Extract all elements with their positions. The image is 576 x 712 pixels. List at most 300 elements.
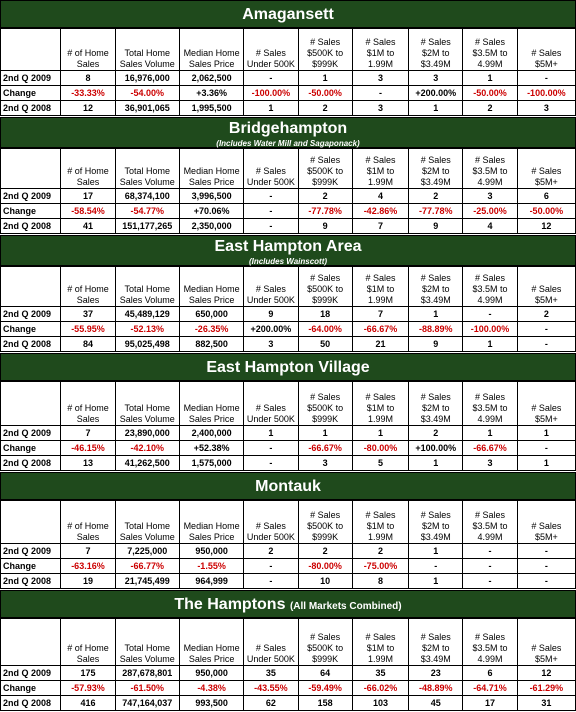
table-cell: -77.78% <box>409 204 463 219</box>
column-header-line: Sales Volume <box>119 177 175 187</box>
table-cell: 8 <box>352 574 408 589</box>
column-header <box>61 149 115 189</box>
table-cell: 3 <box>463 189 517 204</box>
market-section <box>0 353 576 471</box>
table-cell: -66.02% <box>352 681 408 696</box>
column-header-line: $1M to <box>366 643 395 653</box>
column-header-line: 1.99M <box>367 532 393 542</box>
column-header <box>244 149 298 189</box>
column-header <box>352 501 408 544</box>
table-cell: 50 <box>298 337 352 352</box>
row-label: 2nd Q 2008 <box>1 337 61 352</box>
column-header-line: # Sales <box>420 37 451 47</box>
table-cell: 3 <box>244 337 298 352</box>
column-header-line: # Sales <box>365 632 396 642</box>
column-header <box>298 267 352 307</box>
column-header-line: $5M+ <box>534 177 558 187</box>
table-cell: 9 <box>298 219 352 234</box>
table-cell: 1 <box>409 456 463 471</box>
table-cell: 23,890,000 <box>115 426 179 441</box>
column-header-line: 4.99M <box>477 177 503 187</box>
column-header-line: Sales <box>76 295 100 305</box>
column-header-row <box>1 619 576 666</box>
table-cell: 7,225,000 <box>115 544 179 559</box>
table-cell: -52.13% <box>115 322 179 337</box>
table-cell: 13 <box>61 456 115 471</box>
table-cell: 9 <box>409 337 463 352</box>
sales-table <box>0 381 576 471</box>
table-cell: 35 <box>352 666 408 681</box>
table-cell: 7 <box>352 307 408 322</box>
table-cell: 1 <box>517 456 575 471</box>
table-cell: 2 <box>244 544 298 559</box>
column-header <box>352 29 408 71</box>
section-header <box>0 0 576 28</box>
column-header-line: Sales <box>76 177 100 187</box>
row-label: 2nd Q 2009 <box>1 71 61 86</box>
column-header-line: $999K <box>312 59 339 69</box>
column-header-line: 1.99M <box>367 59 393 69</box>
row-2008 <box>1 337 576 352</box>
table-cell: 8 <box>61 71 115 86</box>
column-header-line: $500K to <box>307 403 344 413</box>
column-header <box>61 382 115 426</box>
table-cell: -80.00% <box>298 559 352 574</box>
column-header <box>115 149 179 189</box>
section-title-text: Montauk <box>255 478 321 495</box>
column-header <box>244 29 298 71</box>
table-cell: 31 <box>517 696 575 711</box>
table-cell: 12 <box>517 666 575 681</box>
column-header-line: Sales <box>76 532 100 542</box>
table-cell: 9 <box>244 307 298 322</box>
column-header-line: # Sales <box>365 155 396 165</box>
table-cell: 747,164,037 <box>115 696 179 711</box>
column-header-line: # of Home <box>67 521 109 531</box>
column-header-line: 4.99M <box>477 414 503 424</box>
table-cell: 2 <box>298 544 352 559</box>
table-cell: 175 <box>61 666 115 681</box>
column-header-row <box>1 382 576 426</box>
table-cell: 2,350,000 <box>179 219 243 234</box>
column-header <box>352 267 408 307</box>
section-title-suffix: (All Markets Combined) <box>289 601 402 612</box>
table-cell: -50.00% <box>463 86 517 101</box>
table-cell: -64.71% <box>463 681 517 696</box>
table-cell: - <box>244 559 298 574</box>
row-label: 2nd Q 2008 <box>1 574 61 589</box>
column-header-line: Sales Price <box>188 59 235 69</box>
table-cell: 1,995,500 <box>179 101 243 116</box>
table-cell: - <box>463 307 517 322</box>
table-cell: 1 <box>244 101 298 116</box>
corner-cell <box>1 501 61 544</box>
section-header <box>0 235 576 266</box>
column-header-line: $3.5M to <box>472 521 508 531</box>
table-cell: 4 <box>352 189 408 204</box>
row-2008 <box>1 219 576 234</box>
table-cell: -54.77% <box>115 204 179 219</box>
column-header-line: $500K to <box>307 166 344 176</box>
section-title-text: The Hamptons <box>174 596 286 613</box>
table-cell: -75.00% <box>352 559 408 574</box>
table-cell: 7 <box>352 219 408 234</box>
column-header-line: $999K <box>312 295 339 305</box>
table-cell: - <box>463 544 517 559</box>
column-header-line: # Sales <box>420 392 451 402</box>
column-header <box>244 267 298 307</box>
market-section <box>0 117 576 234</box>
table-cell: -42.10% <box>115 441 179 456</box>
column-header-line: # Sales <box>531 166 562 176</box>
table-cell: 62 <box>244 696 298 711</box>
column-header-line: # Sales <box>420 510 451 520</box>
column-header-line: Median Home <box>183 48 240 58</box>
table-cell: -80.00% <box>352 441 408 456</box>
table-cell: 2 <box>517 307 575 322</box>
table-cell: 2 <box>352 544 408 559</box>
column-header-line: Under 500K <box>246 654 295 664</box>
table-cell: +200.00% <box>409 86 463 101</box>
market-section <box>0 235 576 352</box>
column-header <box>298 29 352 71</box>
row-2008 <box>1 696 576 711</box>
sales-table <box>0 28 576 116</box>
table-cell: 45 <box>409 696 463 711</box>
table-cell: -100.00% <box>244 86 298 101</box>
column-header-line: Under 500K <box>246 532 295 542</box>
column-header <box>463 267 517 307</box>
row-label: 2nd Q 2009 <box>1 307 61 322</box>
section-title-text: East Hampton Area <box>214 238 362 255</box>
column-header-line: Sales Price <box>188 532 235 542</box>
table-cell: 1 <box>409 101 463 116</box>
table-cell: - <box>352 86 408 101</box>
column-header-line: $2M to <box>421 48 450 58</box>
section-title-text: Amagansett <box>242 6 334 23</box>
table-cell: +3.36% <box>179 86 243 101</box>
table-cell: 12 <box>61 101 115 116</box>
market-section <box>0 0 576 116</box>
table-cell: 10 <box>298 574 352 589</box>
table-cell: 650,000 <box>179 307 243 322</box>
column-header-line: # Sales <box>365 392 396 402</box>
table-cell: 1 <box>409 307 463 322</box>
column-header <box>298 619 352 666</box>
column-header <box>409 501 463 544</box>
row-2009 <box>1 666 576 681</box>
row-label: 2nd Q 2009 <box>1 426 61 441</box>
table-cell: 5 <box>352 456 408 471</box>
row-2009 <box>1 189 576 204</box>
table-cell: 882,500 <box>179 337 243 352</box>
column-header-line: # Sales <box>475 37 506 47</box>
column-header-line: $3.5M to <box>472 284 508 294</box>
table-cell: -26.35% <box>179 322 243 337</box>
section-subtitle: (Includes Wainscott) <box>248 257 328 266</box>
column-header-row <box>1 29 576 71</box>
table-cell: -58.54% <box>61 204 115 219</box>
column-header-line: # Sales <box>255 403 286 413</box>
column-header-line: # Sales <box>420 155 451 165</box>
row-change <box>1 204 576 219</box>
row-change <box>1 441 576 456</box>
table-cell: 2 <box>298 101 352 116</box>
column-header-line: $3.49M <box>420 654 451 664</box>
column-header-line: $500K to <box>307 48 344 58</box>
market-section <box>0 472 576 589</box>
row-2009 <box>1 307 576 322</box>
table-cell: -25.00% <box>463 204 517 219</box>
table-cell: - <box>463 559 517 574</box>
table-cell: +52.38% <box>179 441 243 456</box>
table-cell: 17 <box>463 696 517 711</box>
column-header-line: # Sales <box>531 643 562 653</box>
sales-table <box>0 500 576 589</box>
table-cell: 3,996,500 <box>179 189 243 204</box>
column-header-line: $1M to <box>366 48 395 58</box>
column-header <box>244 619 298 666</box>
column-header-line: Under 500K <box>246 414 295 424</box>
table-cell: 9 <box>409 219 463 234</box>
section-title <box>1 477 575 497</box>
table-cell: 3 <box>463 456 517 471</box>
table-cell: - <box>463 574 517 589</box>
column-header-line: 4.99M <box>477 295 503 305</box>
column-header-line: # Sales <box>310 632 341 642</box>
column-header-line: Under 500K <box>246 59 295 69</box>
column-header <box>409 619 463 666</box>
table-cell: 1 <box>298 71 352 86</box>
column-header <box>115 619 179 666</box>
column-header-line: $5M+ <box>534 654 558 664</box>
column-header <box>352 149 408 189</box>
sales-table <box>0 618 576 711</box>
table-cell: 1 <box>352 426 408 441</box>
column-header-line: $3.5M to <box>472 166 508 176</box>
row-label: Change <box>1 86 61 101</box>
table-cell: 35 <box>244 666 298 681</box>
column-header <box>409 267 463 307</box>
section-title <box>1 119 575 139</box>
column-header-line: # Sales <box>310 392 341 402</box>
table-cell: - <box>244 219 298 234</box>
column-header-line: Total Home <box>124 284 171 294</box>
column-header-line: Under 500K <box>246 177 295 187</box>
table-cell: - <box>244 204 298 219</box>
table-cell: 1 <box>298 426 352 441</box>
column-header-line: # Sales <box>475 392 506 402</box>
row-change <box>1 86 576 101</box>
table-cell: -64.00% <box>298 322 352 337</box>
column-header-line: Sales <box>76 414 100 424</box>
table-cell: 3 <box>352 71 408 86</box>
table-cell: - <box>244 189 298 204</box>
column-header <box>115 501 179 544</box>
table-cell: 950,000 <box>179 666 243 681</box>
column-header-line: # of Home <box>67 643 109 653</box>
table-cell: 1,575,000 <box>179 456 243 471</box>
table-cell: 21 <box>352 337 408 352</box>
table-cell: 287,678,801 <box>115 666 179 681</box>
table-cell: -57.93% <box>61 681 115 696</box>
column-header-line: Median Home <box>183 521 240 531</box>
row-2009 <box>1 426 576 441</box>
column-header-line: 4.99M <box>477 654 503 664</box>
column-header <box>298 149 352 189</box>
row-change <box>1 681 576 696</box>
column-header <box>179 149 243 189</box>
column-header-line: $500K to <box>307 643 344 653</box>
column-header <box>244 501 298 544</box>
column-header <box>179 382 243 426</box>
column-header-line: Median Home <box>183 166 240 176</box>
corner-cell <box>1 619 61 666</box>
row-label: 2nd Q 2008 <box>1 696 61 711</box>
row-label: Change <box>1 204 61 219</box>
section-title <box>1 237 575 257</box>
section-title <box>1 595 575 617</box>
column-header-line: 4.99M <box>477 532 503 542</box>
section-title <box>1 5 575 25</box>
column-header <box>179 501 243 544</box>
table-cell: - <box>244 574 298 589</box>
market-section <box>0 590 576 711</box>
column-header-line: # of Home <box>67 166 109 176</box>
table-cell: 6 <box>517 189 575 204</box>
table-cell: -42.86% <box>352 204 408 219</box>
sales-table <box>0 266 576 352</box>
column-header-line: # of Home <box>67 48 109 58</box>
table-cell: 1 <box>244 426 298 441</box>
column-header <box>517 267 575 307</box>
column-header <box>115 267 179 307</box>
column-header-line: # Sales <box>420 632 451 642</box>
table-cell: +70.06% <box>179 204 243 219</box>
table-cell: -66.67% <box>352 322 408 337</box>
table-cell: 23 <box>409 666 463 681</box>
column-header-row <box>1 501 576 544</box>
column-header <box>352 619 408 666</box>
table-cell: 950,000 <box>179 544 243 559</box>
column-header-line: $5M+ <box>534 532 558 542</box>
row-label: 2nd Q 2008 <box>1 219 61 234</box>
column-header-line: # Sales <box>310 155 341 165</box>
table-cell: - <box>244 441 298 456</box>
row-label: 2nd Q 2009 <box>1 666 61 681</box>
row-label: 2nd Q 2009 <box>1 189 61 204</box>
column-header-line: # Sales <box>310 273 341 283</box>
table-cell: 158 <box>298 696 352 711</box>
column-header-line: Sales Volume <box>119 532 175 542</box>
table-cell: 41 <box>61 219 115 234</box>
column-header-line: $2M to <box>421 521 450 531</box>
column-header-line: # Sales <box>531 521 562 531</box>
table-cell: -66.67% <box>463 441 517 456</box>
table-cell: 45,489,129 <box>115 307 179 322</box>
column-header-line: Sales Price <box>188 295 235 305</box>
table-cell: -100.00% <box>517 86 575 101</box>
column-header <box>61 619 115 666</box>
column-header-line: $500K to <box>307 521 344 531</box>
table-cell: -54.00% <box>115 86 179 101</box>
column-header-line: $1M to <box>366 521 395 531</box>
column-header-line: # Sales <box>310 510 341 520</box>
column-header-line: $1M to <box>366 284 395 294</box>
table-cell: -77.78% <box>298 204 352 219</box>
table-cell: 3 <box>352 101 408 116</box>
table-cell: +200.00% <box>244 322 298 337</box>
table-cell: -66.67% <box>298 441 352 456</box>
corner-cell <box>1 382 61 426</box>
row-change <box>1 322 576 337</box>
column-header-line: $3.49M <box>420 59 451 69</box>
column-header-line: Sales Volume <box>119 654 175 664</box>
section-title <box>1 358 575 378</box>
row-label: Change <box>1 559 61 574</box>
table-cell: 2,400,000 <box>179 426 243 441</box>
column-header-line: 1.99M <box>367 654 393 664</box>
section-header <box>0 472 576 500</box>
table-cell: 37 <box>61 307 115 322</box>
column-header-line: # Sales <box>255 166 286 176</box>
column-header <box>463 382 517 426</box>
column-header <box>179 267 243 307</box>
table-cell: 12 <box>517 219 575 234</box>
table-cell: 993,500 <box>179 696 243 711</box>
table-cell: - <box>244 456 298 471</box>
column-header-line: # Sales <box>475 632 506 642</box>
table-cell: 3 <box>517 101 575 116</box>
table-cell: 2 <box>409 189 463 204</box>
section-header <box>0 117 576 148</box>
row-label: Change <box>1 441 61 456</box>
table-cell: - <box>517 71 575 86</box>
column-header-line: Median Home <box>183 643 240 653</box>
table-cell: 18 <box>298 307 352 322</box>
corner-cell <box>1 29 61 71</box>
column-header-line: Total Home <box>124 403 171 413</box>
column-header-line: Under 500K <box>246 295 295 305</box>
column-header-line: # Sales <box>255 643 286 653</box>
table-cell: 36,901,065 <box>115 101 179 116</box>
column-header <box>115 382 179 426</box>
table-cell: -33.33% <box>61 86 115 101</box>
sales-table <box>0 148 576 234</box>
table-cell: +100.00% <box>409 441 463 456</box>
table-cell: - <box>409 559 463 574</box>
table-cell: 416 <box>61 696 115 711</box>
column-header-line: $999K <box>312 532 339 542</box>
column-header-line: $999K <box>312 414 339 424</box>
table-cell: - <box>517 337 575 352</box>
column-header-line: Sales Price <box>188 414 235 424</box>
column-header-line: $3.49M <box>420 177 451 187</box>
column-header-line: $2M to <box>421 643 450 653</box>
table-cell: -100.00% <box>463 322 517 337</box>
table-cell: - <box>517 574 575 589</box>
column-header-line: Sales Price <box>188 177 235 187</box>
column-header-line: 4.99M <box>477 59 503 69</box>
table-cell: -61.50% <box>115 681 179 696</box>
column-header-line: Median Home <box>183 403 240 413</box>
column-header-line: # Sales <box>531 403 562 413</box>
table-cell: 964,999 <box>179 574 243 589</box>
column-header-line: $5M+ <box>534 295 558 305</box>
table-cell: 1 <box>517 426 575 441</box>
table-cell: 7 <box>61 426 115 441</box>
table-cell: -43.55% <box>244 681 298 696</box>
